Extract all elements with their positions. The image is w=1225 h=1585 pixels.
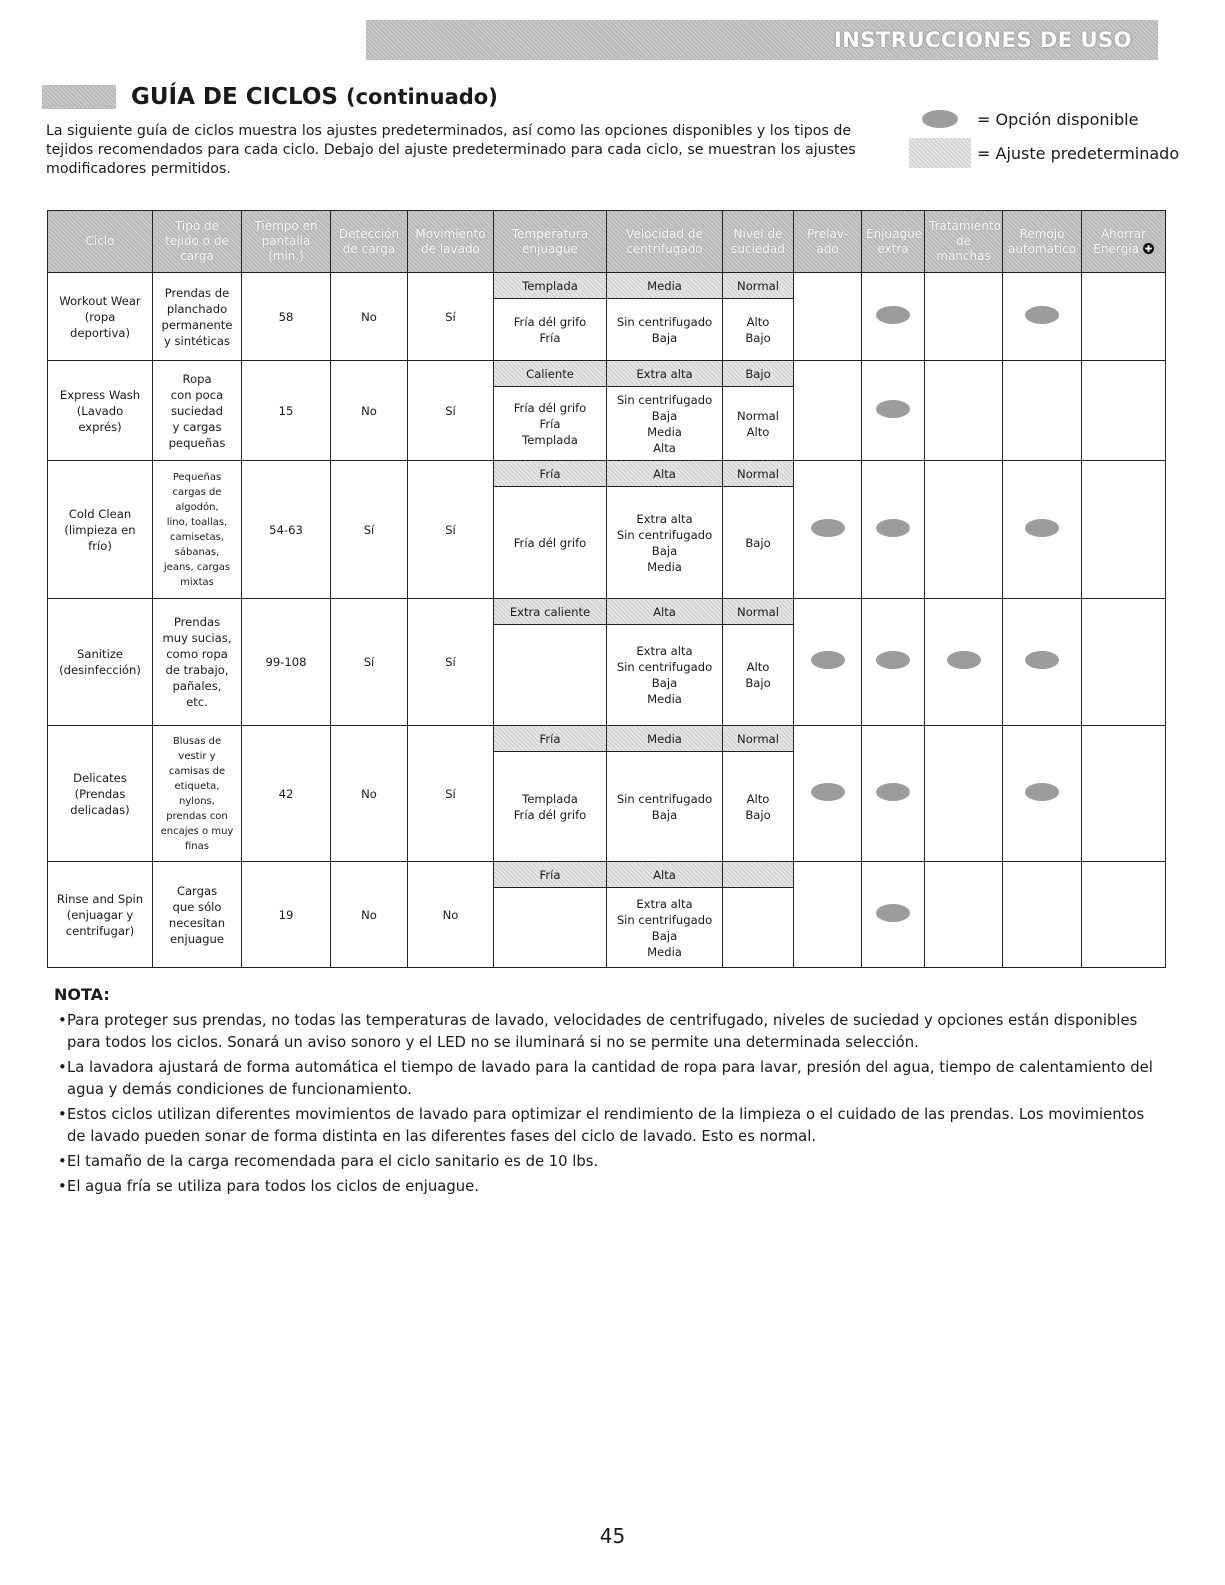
cell-line: enjuague <box>170 931 224 946</box>
option-stain-treat <box>925 361 1003 461</box>
temp-default: Caliente <box>494 361 607 387</box>
cell-line: Bajo <box>745 330 771 345</box>
cell-line: vestir y <box>178 750 216 762</box>
cell-sensing: Sí <box>331 599 408 726</box>
option-dot-icon <box>876 400 910 418</box>
option-auto-soak <box>1003 862 1082 968</box>
cell-line: Extra alta <box>636 896 693 911</box>
cell-line: Baja <box>651 807 678 822</box>
cell-line: cargas de <box>172 486 222 498</box>
fabric-type <box>153 599 242 726</box>
option-dot-icon <box>947 651 981 669</box>
option-dot-icon <box>876 519 910 537</box>
table-header-row <box>48 211 1166 273</box>
cycle-name <box>48 599 153 726</box>
cell-line: Blusas de <box>172 735 222 747</box>
cell-line: lino, toallas, <box>166 516 228 528</box>
header-cell <box>1082 211 1166 273</box>
note-item: • Estos ciclos utilizan diferentes movimientos de lavado para optimizar el rendimiento de la limpieza o el cuidado de las prendas. Los movimientos de lavado pueden sonar de forma distinta en las diferentes fases del ciclo de lavado. Esto es normal. <box>54 1104 1164 1148</box>
soil-options <box>723 299 794 361</box>
plus-circle-icon <box>1143 243 1154 254</box>
cell-line: Media <box>647 559 682 574</box>
note-item: • Para proteger sus prendas, no todas las temperaturas de lavado, velocidades de centrifugado, niveles de suciedad y opciones están disponibles para todos los ciclos. Sonará un aviso sonoro y el LED no se iluminará si no se permite una determinada selección. <box>54 1010 1164 1054</box>
soil-default: Normal <box>723 273 794 299</box>
temp-options <box>494 387 607 461</box>
spin-options <box>607 625 723 726</box>
cell-line: Alta <box>653 440 676 455</box>
header-cell: Ciclo <box>48 211 153 273</box>
notes-title: NOTA: <box>54 985 110 1004</box>
fabric-type <box>153 361 242 461</box>
fabric-type <box>153 862 242 968</box>
legend-default <box>905 138 1205 168</box>
cell-line: Media <box>647 692 682 706</box>
fabric-type <box>153 273 242 361</box>
option-energy-saver <box>1082 726 1166 862</box>
cell-line: Sin centrifugado <box>616 314 713 329</box>
spin-options <box>607 387 723 461</box>
header-cell: Nivel de suciedad <box>723 211 794 273</box>
page-title-main: GUÍA DE CICLOS <box>131 84 338 110</box>
temp-default: Fría <box>494 862 607 888</box>
cell-line: Fría <box>539 416 561 431</box>
cell-line: Fría dél grifo <box>513 400 587 415</box>
header-cell: Tiempo en pantalla (min.) <box>242 211 331 273</box>
cell-line: exprés) <box>78 419 122 434</box>
cell-line: necesitan <box>168 915 226 930</box>
option-dot-icon <box>811 783 845 801</box>
cell-line: muy sucias, <box>162 631 232 645</box>
option-energy-saver <box>1082 361 1166 461</box>
option-dot-icon <box>1025 783 1059 801</box>
option-dot-icon <box>876 306 910 324</box>
legend-available <box>905 104 1205 134</box>
soil-options <box>723 752 794 862</box>
default-hatch-swatch <box>909 138 971 168</box>
cell-line: (desinfección) <box>59 663 141 677</box>
cell-sensing: No <box>331 862 408 968</box>
cell-line: Sin centrifugado <box>616 527 713 542</box>
cell-line: encajes o muy <box>160 825 234 837</box>
table-row <box>48 273 1166 299</box>
fabric-type <box>153 726 242 862</box>
legend-default-text: = Ajuste predeterminado <box>977 143 1180 163</box>
cell-line: Fría dél grifo <box>513 535 587 550</box>
cell-line: Rinse and Spin <box>56 891 144 906</box>
cell-line: permanente <box>161 317 233 332</box>
cell-line: centrifugar) <box>65 923 135 938</box>
cell-sensing: No <box>331 361 408 461</box>
cell-motion: Sí <box>408 461 494 599</box>
cell-time: 54-63 <box>242 461 331 599</box>
spin-default: Media <box>607 273 723 299</box>
cell-line: prendas con <box>166 810 228 822</box>
option-dot-icon <box>876 783 910 801</box>
cycle-name <box>48 361 153 461</box>
cell-line: y sintéticas <box>163 333 231 348</box>
cell-line: sábanas, <box>174 546 220 558</box>
temp-options <box>494 752 607 862</box>
option-auto-soak <box>1003 273 1082 361</box>
temp-default: Extra caliente <box>494 599 607 625</box>
cell-line: Sin centrifugado <box>616 912 713 927</box>
cell-motion: Sí <box>408 273 494 361</box>
cell-time: 99-108 <box>242 599 331 726</box>
cell-line: finas <box>185 840 209 852</box>
cell-line: Baja <box>651 408 678 423</box>
cell-motion: Sí <box>408 599 494 726</box>
cell-line: mixtas <box>180 576 214 588</box>
cell-line: Express Wash <box>59 387 141 402</box>
cell-line: Fría dél grifo <box>513 807 587 822</box>
cell-line: Templada <box>522 791 578 806</box>
cell-line: con poca <box>170 387 224 402</box>
cell-line: (Lavado <box>76 403 124 418</box>
cell-line: Fría dél grifo <box>513 314 587 329</box>
option-prewash <box>794 726 862 862</box>
soil-options <box>723 888 794 968</box>
option-auto-soak <box>1003 461 1082 599</box>
option-extra-rinse <box>862 726 925 862</box>
spin-options <box>607 299 723 361</box>
cell-sensing: Sí <box>331 461 408 599</box>
option-dot-icon <box>922 110 958 128</box>
cell-line: (Prendas <box>74 786 126 801</box>
option-extra-rinse <box>862 862 925 968</box>
cell-line: Sin centrifugado <box>616 392 713 407</box>
cell-motion: No <box>408 862 494 968</box>
option-prewash <box>794 361 862 461</box>
cell-line: algodón, <box>175 501 219 513</box>
option-extra-rinse <box>862 273 925 361</box>
option-stain-treat <box>925 599 1003 726</box>
legend <box>905 104 1205 168</box>
option-dot-icon <box>1025 306 1059 324</box>
table-row <box>48 361 1166 387</box>
cell-line: Media <box>647 944 682 959</box>
option-stain-treat <box>925 862 1003 968</box>
note-item: • El agua fría se utiliza para todos los ciclos de enjuague. <box>54 1176 1164 1198</box>
cell-line: Alto <box>746 660 770 674</box>
soil-default: Normal <box>723 461 794 487</box>
option-dot-icon <box>1025 651 1059 669</box>
cell-line: Baja <box>651 928 678 943</box>
cycle-guide-table <box>47 210 1166 968</box>
cell-line: pequeñas <box>168 435 226 450</box>
option-stain-treat <box>925 726 1003 862</box>
legend-available-text: = Opción disponible <box>977 109 1139 129</box>
cell-time: 19 <box>242 862 331 968</box>
cell-motion: Sí <box>408 361 494 461</box>
spin-default: Media <box>607 726 723 752</box>
cell-line: camisas de <box>168 765 226 777</box>
option-energy-saver <box>1082 599 1166 726</box>
cell-line: nylons, <box>179 795 215 807</box>
temp-options <box>494 888 607 968</box>
temp-options <box>494 625 607 726</box>
spin-options <box>607 752 723 862</box>
cell-line: Delicates <box>73 770 127 785</box>
temp-default: Fría <box>494 461 607 487</box>
soil-default: Normal <box>723 726 794 752</box>
option-prewash <box>794 273 862 361</box>
option-energy-saver <box>1082 273 1166 361</box>
table-row <box>48 599 1166 625</box>
cell-line: Baja <box>651 543 678 558</box>
spin-default: Alta <box>607 599 723 625</box>
cell-time: 58 <box>242 273 331 361</box>
temp-default: Templada <box>494 273 607 299</box>
table-row <box>48 726 1166 752</box>
option-dot-icon <box>1025 519 1059 537</box>
header-cell: Detección de carga <box>331 211 408 273</box>
temp-options <box>494 487 607 599</box>
option-dot-icon <box>811 651 845 669</box>
cell-line: Bajo <box>745 807 771 822</box>
cycle-name <box>48 862 153 968</box>
cell-time: 15 <box>242 361 331 461</box>
option-extra-rinse <box>862 361 925 461</box>
option-stain-treat <box>925 461 1003 599</box>
cell-line: Prendas de <box>164 285 230 300</box>
cell-line: como ropa <box>166 647 228 661</box>
soil-options <box>723 625 794 726</box>
cell-line: planchado <box>166 301 228 316</box>
cell-line: delicadas) <box>70 802 130 817</box>
spin-options <box>607 888 723 968</box>
cell-line: etc. <box>186 695 208 709</box>
cell-line: Baja <box>651 330 678 345</box>
option-dot-icon <box>811 519 845 537</box>
soil-options <box>723 387 794 461</box>
cell-line: etiqueta, <box>174 780 220 792</box>
option-extra-rinse <box>862 461 925 599</box>
cell-line: de trabajo, <box>165 663 229 677</box>
notes-section <box>54 985 1164 1201</box>
cell-line: que sólo <box>172 899 222 914</box>
intro-paragraph: La siguiente guía de ciclos muestra los ajustes predeterminados, así como las opciones disponibles y los tipos de tejidos recomendados para cada ciclo. Debajo del ajuste predeterminado para cada ciclo, se muestran los ajustes modificadores permitidos. <box>46 123 856 177</box>
option-auto-soak <box>1003 726 1082 862</box>
cell-line: Sanitize <box>76 647 124 661</box>
option-prewash <box>794 862 862 968</box>
fabric-type <box>153 461 242 599</box>
note-item: • La lavadora ajustará de forma automática el tiempo de lavado para la cantidad de ropa para lavar, presión del agua, tiempo de calentamiento del agua y demás condiciones de funcionamiento. <box>54 1057 1164 1101</box>
option-prewash <box>794 461 862 599</box>
option-dot-icon <box>876 651 910 669</box>
cell-line: y cargas <box>172 419 222 434</box>
cell-line: Sin centrifugado <box>616 660 713 674</box>
option-energy-saver <box>1082 461 1166 599</box>
cell-line: suciedad <box>171 403 223 418</box>
spin-default: Alta <box>607 862 723 888</box>
note-item: • El tamaño de la carga recomendada para el ciclo sanitario es de 10 lbs. <box>54 1151 1164 1173</box>
spin-default: Alta <box>607 461 723 487</box>
cell-line: jeans, cargas <box>163 561 231 573</box>
cell-motion: Sí <box>408 726 494 862</box>
header-cell: Movimiento de lavado <box>408 211 494 273</box>
cell-line: Extra alta <box>636 511 693 526</box>
cell-line: Extra alta <box>636 644 693 658</box>
cell-line: Sin centrifugado <box>616 791 713 806</box>
header-cell: Temperatura enjuague <box>494 211 607 273</box>
option-prewash <box>794 599 862 726</box>
cell-line: Fría <box>539 330 561 345</box>
header-cell: Remojo automático <box>1003 211 1082 273</box>
cell-line: Workout Wear <box>59 293 141 308</box>
cell-line: Cold Clean <box>68 506 132 521</box>
banner-title: INSTRUCCIONES DE USO <box>833 28 1132 52</box>
temp-default: Fría <box>494 726 607 752</box>
header-cell: Enjuague extra <box>862 211 925 273</box>
cell-line: Media <box>647 424 682 439</box>
cycle-name <box>48 273 153 361</box>
option-stain-treat <box>925 273 1003 361</box>
page-title <box>131 84 498 110</box>
cell-line: (limpieza en <box>64 522 136 537</box>
soil-default: Bajo <box>723 361 794 387</box>
option-energy-saver <box>1082 862 1166 968</box>
title-marker-block <box>42 85 116 109</box>
cell-sensing: No <box>331 726 408 862</box>
cell-line: pañales, <box>172 679 222 693</box>
cell-line: Baja <box>651 676 678 690</box>
soil-default <box>723 862 794 888</box>
option-auto-soak <box>1003 599 1082 726</box>
cell-line: Alto <box>746 424 770 439</box>
table-body <box>48 273 1166 968</box>
temp-options <box>494 299 607 361</box>
soil-options <box>723 487 794 599</box>
section-banner <box>366 20 1158 60</box>
cell-line: Cargas <box>176 883 218 898</box>
header-energy-label: Ahorrar Energía <box>1093 226 1147 256</box>
notes-list <box>54 1010 1164 1198</box>
cell-sensing: No <box>331 273 408 361</box>
option-auto-soak <box>1003 361 1082 461</box>
cell-time: 42 <box>242 726 331 862</box>
cell-line: (ropa <box>84 309 116 324</box>
cell-line: Alto <box>746 791 770 806</box>
page-title-sub: (continuado) <box>346 85 498 109</box>
header-cell: Prelav-ado <box>794 211 862 273</box>
header-cell: Tipo de tejido o de carga <box>153 211 242 273</box>
cell-line: Bajo <box>745 676 771 690</box>
spin-default: Extra alta <box>607 361 723 387</box>
cell-line: Pequeñas <box>172 471 222 483</box>
cell-line: Alto <box>746 314 770 329</box>
cell-line: camisetas, <box>170 531 224 543</box>
cell-line: Bajo <box>745 535 771 550</box>
cell-line: (enjuagar y <box>66 907 134 922</box>
cell-line: Normal <box>737 408 779 423</box>
table-row <box>48 862 1166 888</box>
cell-line: deportiva) <box>70 325 130 340</box>
cell-line: Ropa <box>182 371 212 386</box>
option-extra-rinse <box>862 599 925 726</box>
soil-default: Normal <box>723 599 794 625</box>
cell-line: frío) <box>88 538 112 553</box>
spin-options <box>607 487 723 599</box>
cycle-name <box>48 726 153 862</box>
header-cell: Velocidad de centrifugado <box>607 211 723 273</box>
cell-line: Templada <box>522 432 578 447</box>
table-row <box>48 461 1166 487</box>
cell-line: Prendas <box>173 615 221 629</box>
cycle-name <box>48 461 153 599</box>
header-cell: Tratamiento de manchas <box>925 211 1003 273</box>
page-number: 45 <box>599 1524 626 1548</box>
option-dot-icon <box>876 904 910 922</box>
